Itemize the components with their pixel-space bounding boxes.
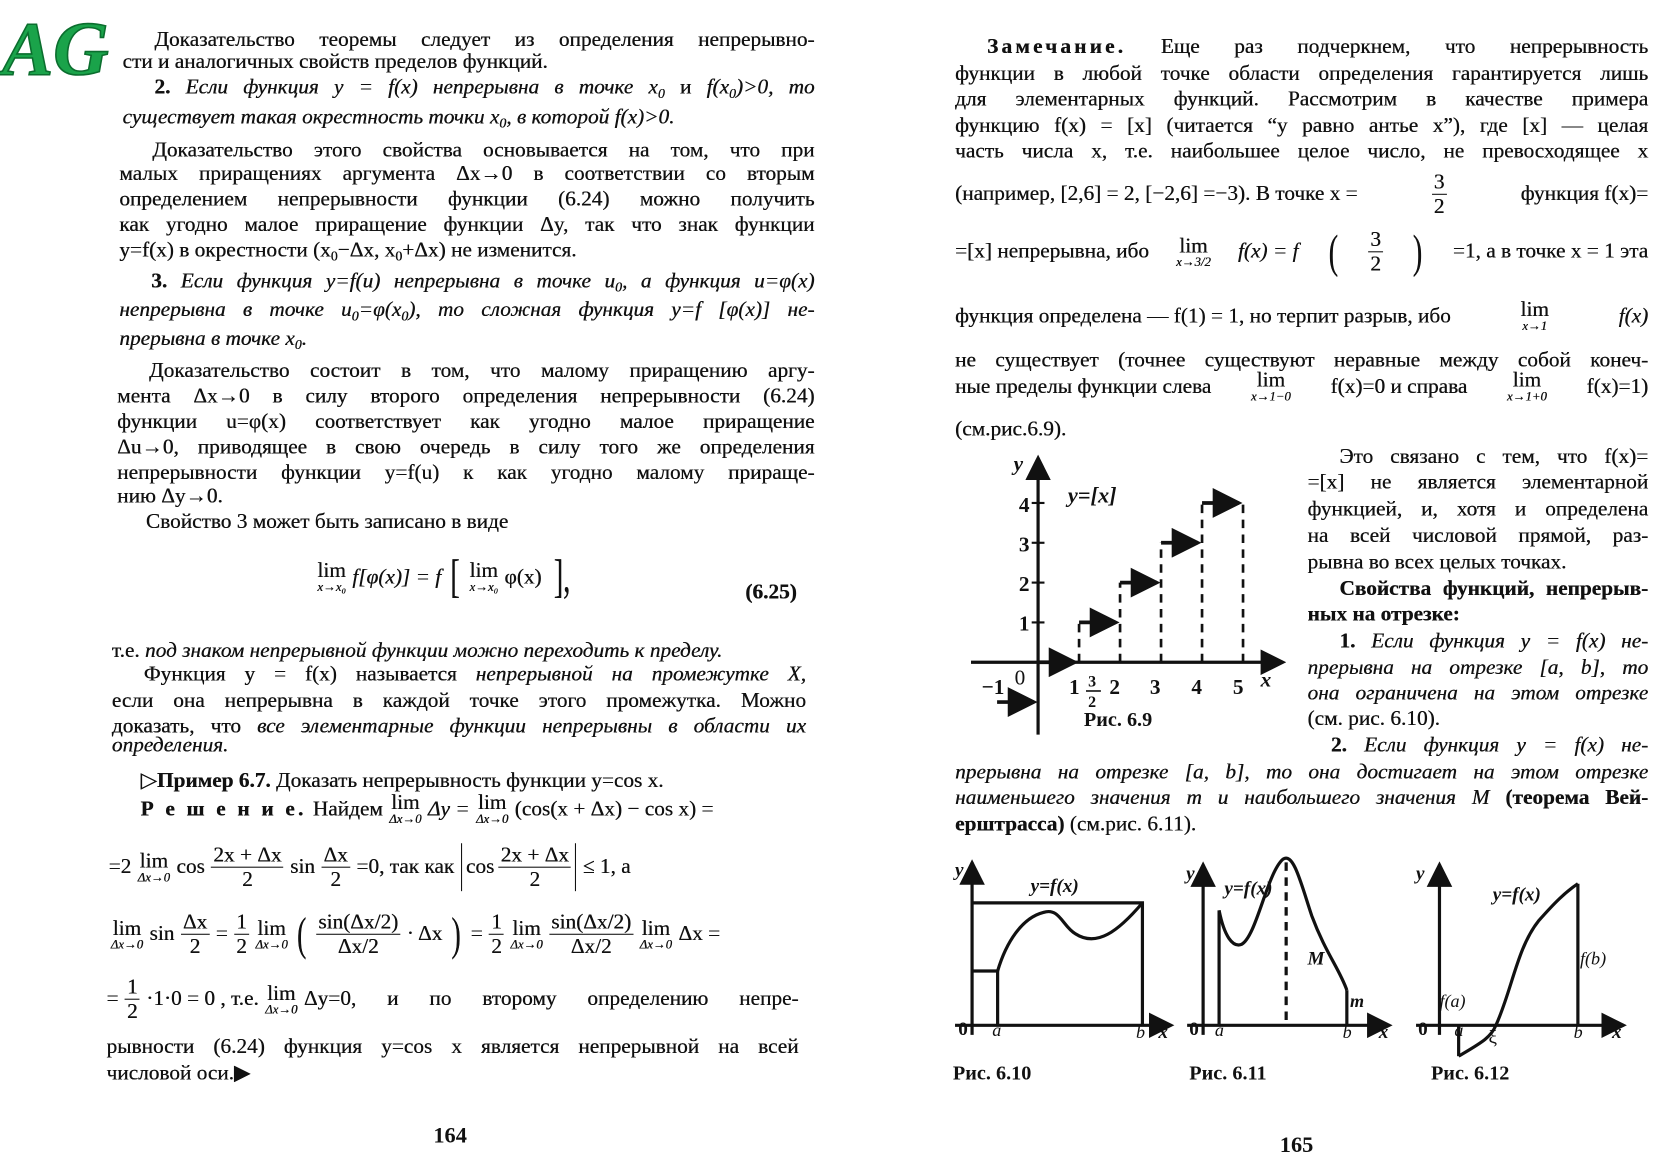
- property-1: 1. Если функция y = f(x) не-: [1339, 629, 1649, 653]
- figure-caption: Рис. 6.9: [1083, 709, 1153, 732]
- figure-caption: Рис. 6.10: [952, 1062, 1032, 1085]
- step-function: [997, 503, 1243, 702]
- figure-caption: Рис. 6.12: [1430, 1062, 1510, 1085]
- text-line: числовой оси.▶: [106, 1061, 251, 1085]
- text-line: y=f(x) в окрестности ($x_0-\Delta x$, $x_0+\Delta x$) не изменится.: [119, 238, 577, 264]
- text-line: прерывна в точке $x_0$.: [119, 326, 307, 353]
- theorem-3: 3. Если функция y=f(u) непрерывна в точке $u_0$, а функция u=φ(x): [151, 269, 815, 295]
- function-label: y=f(x): [1492, 884, 1541, 906]
- fa-label: f(a): [1439, 991, 1466, 1012]
- text-line: доказать, что все элементарные функции непрерывны в области их: [111, 714, 806, 738]
- y-axis-label: y: [1186, 863, 1195, 885]
- remark-line: Замечание. Еще раз подчеркнем, что непрерывность: [986, 35, 1649, 59]
- text-line: Свойство 3 может быть записано в виде: [145, 509, 509, 534]
- text-line: т.е. под знаком непрерывной функции можно переходить к пределу.: [111, 638, 723, 663]
- text-line: для элементарных функций. Рассмотрим в качестве примера: [955, 87, 1649, 111]
- text-line: как угодно малое приращение функции Δy, так что знак функции: [119, 212, 815, 237]
- tick-label: 3: [1149, 675, 1161, 700]
- origin-label: 0: [1418, 1018, 1428, 1040]
- tick-label: 1: [1018, 611, 1030, 636]
- text-line: если она непрерывна в каждой точке этого промежутка. Можно: [111, 688, 806, 713]
- text-line: мента Δx→0 в силу второго определения непрерывности (6.24): [117, 384, 815, 408]
- origin-label: 0: [1189, 1018, 1199, 1040]
- y-axis-label: y: [1416, 863, 1425, 885]
- function-label: y=f(x): [1030, 876, 1079, 898]
- tick-label: 2: [1018, 571, 1030, 596]
- math-line-r7: =[x] непрерывна, ибо lim x→3/2 f(x) = f ( 3 2 ) =1, а в точке x = 1 эта: [955, 225, 1649, 278]
- text-line: прерывна на отрезке [a, b], то она достигает на этом отрезке: [955, 760, 1649, 784]
- text-line: Доказательство этого свойства основывается на том, что при: [152, 138, 815, 162]
- origin-label: 0: [958, 1018, 968, 1040]
- text-line: (см.рис.6.9).: [955, 417, 1067, 441]
- property-2: 2. Если функция y = f(x) не-: [1330, 733, 1649, 758]
- min-label: m: [1350, 991, 1365, 1012]
- tick-label: 4: [1018, 493, 1030, 518]
- tick-label: 3: [1018, 532, 1030, 557]
- a-label: a: [1454, 1019, 1464, 1040]
- y-axis-label: y: [1013, 451, 1024, 476]
- text-line: определения.: [111, 733, 229, 758]
- text-line: функции u=φ(x) соответствует как угодно малое приращение: [117, 409, 815, 434]
- figure-caption: Рис. 6.11: [1189, 1062, 1267, 1085]
- svg-text:AG: AG: [2, 6, 109, 92]
- x-axis-label: x: [1378, 1022, 1389, 1044]
- tick-label: 5: [1232, 675, 1244, 700]
- b-label: b: [1573, 1022, 1583, 1043]
- text-line: (см. рис. 6.10).: [1307, 706, 1440, 731]
- a-label: a: [992, 1019, 1002, 1040]
- math-line-r6: (например, [2,6] = 2, [−2,6] =−3). В точке x = $\frac{3}{2}$ функция f(x)=: [955, 170, 1649, 219]
- text-line: Это связано с тем, что f(x)=: [1339, 445, 1649, 469]
- section-heading: Свойства функций, непрерыв-: [1339, 577, 1649, 601]
- tick-label: 4: [1191, 675, 1203, 700]
- section-heading: ных на отрезке:: [1307, 602, 1460, 627]
- x-axis-label: x: [1611, 1022, 1622, 1044]
- tick-label: −1: [981, 675, 1005, 700]
- tick-label: 2: [1109, 675, 1121, 700]
- y-axis-label: y: [955, 860, 964, 882]
- text-line: нию Δy→0.: [117, 484, 223, 508]
- function-label: y=[x]: [1067, 482, 1117, 508]
- text-line: часть числа x, т.е. наибольшее целое число, не превосходящее x: [955, 139, 1649, 163]
- text-line: рывности (6.24) функция y=cos x является непрерывной на всей: [106, 1034, 799, 1059]
- x-axis-label: x: [1260, 667, 1272, 692]
- fb-label: f(b): [1580, 948, 1607, 969]
- b-label: b: [1342, 1022, 1352, 1043]
- text-line: непрерывности функции y=f(u) к как угодно малому прираще-: [117, 461, 815, 485]
- text-line: не существует (точнее существуют неравные между собой конеч-: [955, 348, 1649, 372]
- text-line: ерштрасса) (см.рис. 6.11).: [955, 812, 1197, 836]
- page-number-right: 165: [1279, 1131, 1314, 1158]
- tick-label: 3: [1088, 673, 1097, 691]
- text-line: Функция y = f(x) называется непрерывной на промежутке X,: [143, 662, 806, 686]
- text-line: она ограничена на этом отрезке: [1307, 681, 1649, 705]
- example-heading: ▷Пример 6.7. Доказать непрерывность функции y=cos x.: [140, 768, 664, 793]
- text-line: функцию f(x) = [x] (читается “y равно антье x”), где [x] — целая: [955, 113, 1649, 138]
- text-line: сти и аналогичных свойств пределов функций.: [122, 50, 548, 74]
- theorem-2: 2. Если функция y = f(x) непрерывна в точке $x_0$ и $f(x_0)>0$, то: [154, 75, 815, 102]
- max-label: M: [1307, 948, 1325, 970]
- text-line: наименьшего значения m и наибольшего значения M (теорема Вей-: [955, 785, 1649, 810]
- equation-number: (6.25): [745, 580, 797, 604]
- text-line: функции в любой точке области определения гарантируется лишь: [955, 61, 1649, 86]
- b-label: b: [1136, 1022, 1146, 1043]
- tick-label: 2: [1088, 693, 1097, 711]
- text-line: малых приращениях аргумента Δx→0 в соответствии со вторым: [119, 161, 815, 186]
- text-line: =[x] не является элементарной: [1307, 470, 1649, 495]
- page-number-left: 164: [433, 1122, 467, 1148]
- function-label: y=f(x): [1224, 878, 1273, 900]
- formula-6-25: lim x→x₀ f[φ(x)] = f [ lim x→x₀ φ(x) ],: [317, 550, 570, 603]
- text-line: определением непрерывности функции (6.24) можно получить: [119, 187, 815, 211]
- math-line-r8: функция определена — f(1) = 1, но терпит разрыв, ибо lim x→1 f(x): [955, 298, 1649, 334]
- text-line: существует такая окрестность точки $x_0$, в которой f(x)>0.: [122, 105, 675, 131]
- text-line: прерывна на отрезке [a, b], то: [1307, 655, 1649, 680]
- text-line: непрерывна в точке $u_0=\varphi(x_0)$, то сложная функция y=f [φ(x)] не-: [119, 298, 815, 324]
- math-line-r10: ные пределы функции слева lim x→1−0 f(x)=0 и справа lim x→1+0 f(x)=1): [955, 368, 1649, 404]
- text-line: функцией, и, хотя и определена: [1307, 497, 1649, 521]
- tick-label: 0: [1014, 665, 1026, 690]
- xi-label: ξ: [1488, 1027, 1497, 1049]
- text-line: рывна во всех целых точках.: [1307, 550, 1567, 574]
- text-line: на всей числовой прямой, раз-: [1307, 523, 1649, 548]
- solution-line-3: lim Δx→0 sin $\frac{\Delta x}{2}$ = $\frac{1}{2}$ lim Δx→0 ( sin(Δx/2) Δx/2 · Δx ) = $\frac{1}{2}$ lim Δx→0 sin(Δx/2) Δx/2 lim Δx→0 Δx =: [110, 907, 721, 960]
- tick-label: 1: [1068, 675, 1080, 700]
- text-line: Δu→0, приводящее в свою очередь в силу того же определения: [117, 435, 815, 459]
- solution-line-2: =2 lim Δx→0 cos 2x + Δx 2 sin $\frac{\Delta x}{2}$ =0, так как cos 2x + Δx 2 ≤ 1, а: [108, 843, 631, 892]
- a-label: a: [1214, 1019, 1224, 1040]
- x-axis-label: x: [1158, 1022, 1168, 1044]
- solution-line-4: = $\frac{1}{2}$ ·1·0 = 0 , т.е. lim Δx→0 Δy=0, и по второму определению непре-: [106, 975, 799, 1024]
- text-line: Доказательство состоит в том, что малому приращению аргу-: [149, 358, 815, 383]
- text-line: Доказательство теоремы следует из определения непрерывно-: [154, 27, 815, 52]
- solution-line-1: Р е ш е н и е. Найдем lim Δx→0 Δy = lim Δx→0 (cos(x + Δx) − cos x) =: [140, 791, 714, 827]
